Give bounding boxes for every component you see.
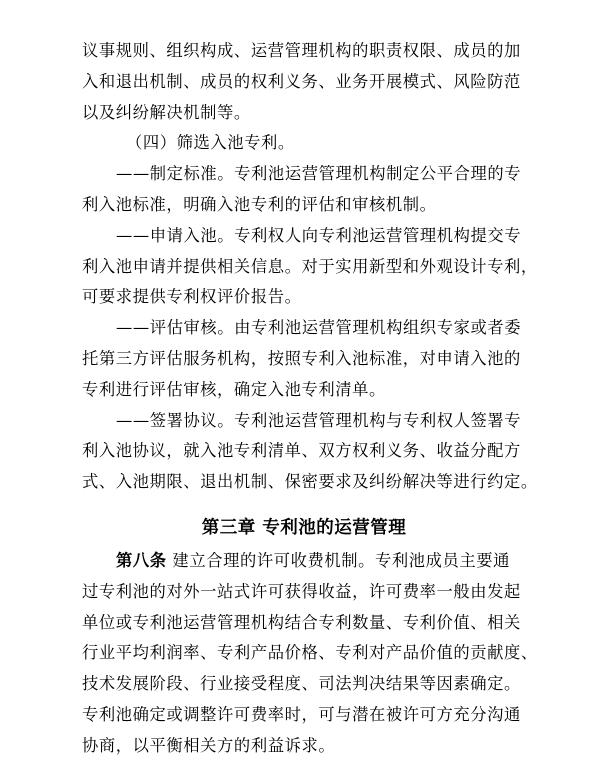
text-line: 协商，以平衡相关方的利益诉求。 [82, 735, 336, 755]
text-line: 式、入池期限、退出机制、保密要求及纠纷解决等进行约定。 [82, 472, 538, 492]
text-line: ——制定标准。专利池运营管理机构制定公平合理的专 [116, 164, 522, 184]
subsection-title: （四）筛选入池专利。 [126, 133, 295, 153]
text-line: 行业平均利润率、专利产品价格、专利对产品价值的贡献度、 [82, 643, 538, 663]
text-line: 利入池协议，就入池专利清单、双方权利义务、收益分配方 [82, 441, 521, 461]
text-line: ——申请入池。专利权人向专利池运营管理机构提交专 [116, 225, 522, 245]
text-line: 议事规则、组织构成、运营管理机构的职责权限、成员的加 [82, 41, 521, 60]
text-line: 专利池确定或调整许可费率时，可与潜在被许可方充分沟通 [82, 704, 521, 724]
text-line: 以及纠纷解决机制等。 [82, 102, 251, 122]
step-paragraph-agreement [82, 406, 538, 498]
step-paragraph-review [82, 313, 522, 405]
text-line: ——评估审核。由专利池运营管理机构组织专家或者委 [116, 318, 522, 338]
text-line: ——签署协议。专利池运营管理机构与专利权人签署专 [116, 410, 522, 430]
step-paragraph-apply [82, 221, 538, 313]
text-line: 托第三方评估服务机构，按照专利入池标准，对申请入池的 [82, 348, 521, 368]
text-line: 利入池申请并提供相关信息。对于实用新型和外观设计专利， [82, 256, 538, 276]
text-fragment: 建立合理的许可收费机制。专利池成员主要通 [166, 550, 511, 570]
text-line: 利入池标准，明确入池专利的评估和审核机制。 [82, 194, 437, 214]
text-line: 可要求提供专利权评价报告。 [82, 287, 302, 307]
article-paragraph [82, 546, 538, 762]
step-paragraph-standard [82, 159, 522, 221]
article-first-line [82, 546, 522, 577]
document-page [82, 36, 538, 762]
text-line: 技术发展阶段、行业接受程度、司法判决结果等因素确定。 [82, 674, 521, 694]
article-label: 第八条 [116, 550, 167, 570]
text-line: 专利进行评估审核，确定入池专利清单。 [82, 379, 386, 399]
text-line: 入和退出机制、成员的权利义务、业务开展模式、风险防范 [82, 71, 521, 91]
text-line: 过专利池的对外一站式许可获得收益，许可费率一般由发起 [82, 581, 521, 601]
chapter-title: 第三章 专利池的运营管理 [201, 517, 407, 538]
intro-paragraph [82, 36, 522, 128]
text-line: 单位或专利池运营管理机构结合专利数量、专利价值、相关 [82, 612, 521, 632]
